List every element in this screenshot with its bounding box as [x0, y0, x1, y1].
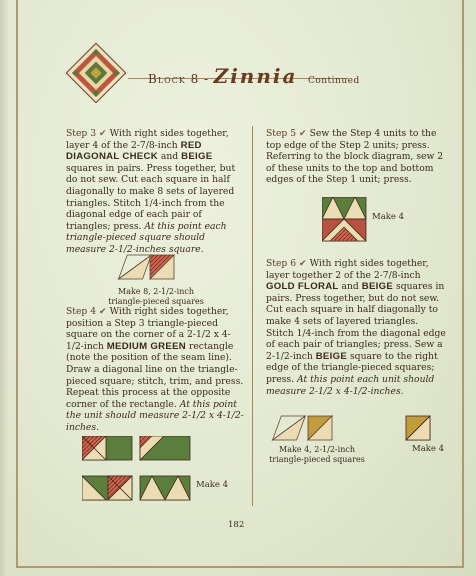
step3-diagram	[116, 253, 180, 283]
check-mark-icon: ✔	[99, 306, 107, 317]
continued-label: Continued	[307, 76, 360, 86]
book-spine	[0, 0, 8, 576]
column-divider	[252, 126, 253, 506]
step5-diagram	[322, 197, 368, 243]
step6-triangle-diagram	[270, 414, 360, 444]
step6-unit-diagram	[404, 414, 434, 464]
check-mark-icon: ✔	[299, 128, 307, 139]
page-number: 182	[228, 520, 245, 530]
step3-caption: Make 8, 2-1/2-inch triangle-pieced squares	[108, 287, 204, 306]
block-name: Zinnia	[213, 64, 298, 88]
step3-label: Step 3	[66, 128, 97, 139]
step5-label: Step 5	[266, 128, 297, 139]
step6-label: Step 6	[266, 258, 297, 269]
block-thumbnail-icon	[66, 43, 126, 103]
step6-paragraph: Step 6 ✔ With right sides together, layer together 2 of the 2-7/8-inch GOLD FLORAL and BEIGE squares in pairs. Press together, but do not sew. Cut each square in half diagonally to make 4 sets of layered triangles. Stitch 1/4-inch from the diagonal edge of each pair of triangles; press. Sew a 2-1/2-inch BEIGE square to the right edge of the triangle-pieced squares; press. At this point each unit should measure 2-1/2 x 4-1/2-inches.	[266, 258, 446, 397]
step4-paragraph: Step 4 ✔ With right sides together, position a Step 3 triangle-pieced square on the corner of a 2-1/2 x 4-1/2-inch MEDIUM GREEN rectangle (note the position of the seam line). Draw a diagonal line on the triangle-pieced square; stitch, trim, and press. Repeat this process at the opposite corner of the rectangle. At this point the unit should measure 2-1/2 x 4-1/2-inches.	[66, 306, 244, 433]
check-mark-icon: ✔	[299, 258, 307, 269]
step4-label: Step 4	[66, 306, 97, 317]
check-mark-icon: ✔	[99, 128, 107, 139]
step3-paragraph: Step 3 ✔ With right sides together, layer 4 of the 2-7/8-inch RED DIAGONAL CHECK and BEIGE squares in pairs. Press together, but do not sew. Cut each square in half diagonally to make 8 sets of layered triangles. Stitch 1/4-inch from the diagonal edge of each pair of triangles; press. At this point each triangle-pieced square should measure 2-1/2-inches square.	[66, 128, 236, 255]
block-header	[148, 64, 360, 88]
block-number: Block 8 -	[148, 72, 210, 86]
step5-make-label: Make 4	[372, 212, 405, 222]
step6-make-label: Make 4	[412, 444, 445, 454]
step6-caption: Make 4, 2-1/2-inch triangle-pieced squares	[269, 445, 365, 464]
step5-paragraph: Step 5 ✔ Sew the Step 4 units to the top edge of the Step 2 units; press. Referring to the block diagram, sew 2 of these units to the top and bottom edges of the Step 1 unit; press.	[266, 128, 444, 186]
step4-diagram	[82, 436, 192, 506]
step4-make-label: Make 4	[196, 480, 229, 490]
